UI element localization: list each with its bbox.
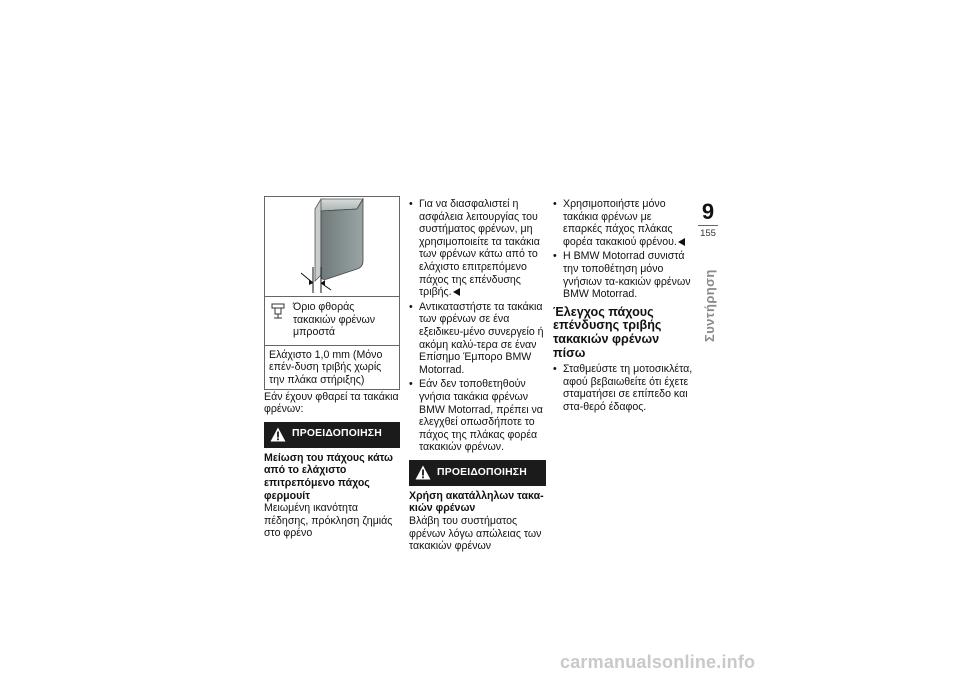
list-item bbox=[553, 363, 693, 413]
intro-text: Εάν έχουν φθαρεί τα τακάκια φρένων: bbox=[264, 390, 399, 416]
chapter-title-vertical bbox=[702, 262, 716, 342]
bullet-list-3 bbox=[553, 198, 693, 301]
page-number: 155 bbox=[700, 228, 716, 239]
warning-label-1: ΠΡΟΕΙΔΟΠΟΙΗΣΗ bbox=[292, 428, 382, 440]
list-item-text: Για να διασφαλιστεί η ασφάλεια λειτουργίας του συστήματος φρένων, μη χρησιμοποιείτε τα τακάκια των φρένων κάτω από το ελάχιστο επιτρεπόμενο πάχος της επένδυσης τριβής. bbox=[419, 198, 540, 299]
chapter-divider bbox=[698, 225, 718, 226]
legend-text: Όριο φθοράς τακακιών φρένων μπροστά bbox=[293, 301, 376, 339]
warning-banner-2 bbox=[409, 460, 546, 486]
watermark: carmanualsonline.info bbox=[560, 652, 756, 672]
list-item-text: Σταθμεύστε τη μοτοσικλέτα, αφού βεβαιωθείτε ότι έχετε σταματήσει σε επίπεδο και στα-θερό έδαφος. bbox=[563, 363, 693, 413]
list-item bbox=[553, 250, 693, 300]
warning-triangle-icon bbox=[270, 427, 286, 442]
list-item bbox=[409, 301, 546, 377]
bullet-list-2 bbox=[409, 198, 546, 454]
list-item-text: Η BMW Motorrad συνιστά την τοποθέτηση μόνο γνήσιων τα-κακιών φρένων BMW Motorrad. bbox=[563, 250, 691, 301]
section-bullet-list bbox=[553, 363, 693, 413]
warning-title-1: Μείωση του πάχους κάτω από το ελάχιστο επιτρεπόμενο πάχος φερμουίτ bbox=[264, 451, 394, 502]
list-item-text: Χρησιμοποιήστε μόνο τακάκια φρένων με επαρκές πάχος πλάκας φορέα τακακιού φρένου. bbox=[563, 198, 677, 248]
wear-limit-icon bbox=[271, 303, 285, 319]
warning-banner-1 bbox=[264, 422, 400, 448]
chapter-title: Συντήρηση bbox=[702, 269, 717, 342]
list-item-text: Εάν δεν τοποθετηθούν γνήσια τακάκια φρένων BMW Motorrad, πρέπει να ελεγχθεί οπωσδήποτε το πάχος της πλάκας φορέα τακακιών φρένων. bbox=[419, 378, 543, 454]
list-item-text: Αντικαταστήστε τα τακάκια των φρένων σε ένα εξειδικευ-μένο συνεργείο ή ακόμη καλύ-τερα σε έναν Επίσημο Έμπορο BMW Motorrad. bbox=[419, 300, 544, 376]
brake-pad-illustration bbox=[264, 196, 400, 296]
spec-box bbox=[264, 345, 400, 390]
column-3 bbox=[553, 198, 693, 416]
list-item bbox=[409, 198, 546, 299]
end-marker-icon bbox=[453, 288, 460, 296]
column-1 bbox=[264, 196, 400, 540]
column-2 bbox=[409, 198, 546, 553]
section-title: Έλεγχος πάχους επένδυσης τριβής τακακιών φρένων πίσω bbox=[553, 304, 662, 360]
spec-text: Ελάχιστο 1,0 mm (Μόνο επέν-δυση τριβής χωρίς την πλάκα στήριξης) bbox=[269, 348, 383, 386]
warning-title-2: Χρήση ακατάλληλων τακα-κιών φρένων bbox=[409, 489, 544, 515]
warning-triangle-icon bbox=[415, 465, 431, 480]
chapter-number: 9 bbox=[701, 199, 715, 224]
warning-label-2: ΠΡΟΕΙΔΟΠΟΙΗΣΗ bbox=[437, 466, 527, 478]
end-marker-icon bbox=[678, 238, 685, 246]
chapter-tab bbox=[698, 200, 718, 239]
warning-body-2: Βλάβη του συστήματος φρένων λόγω απώλειας των τακακιών φρένων bbox=[409, 515, 542, 553]
list-item bbox=[553, 198, 693, 248]
list-item bbox=[409, 378, 546, 454]
brake-pad-drawing bbox=[265, 197, 400, 296]
legend-wear-limit bbox=[264, 296, 400, 345]
warning-body-1: Μειωμένη ικανότητα πέδησης, πρόκληση ζημιάς στο φρένο bbox=[264, 502, 393, 540]
